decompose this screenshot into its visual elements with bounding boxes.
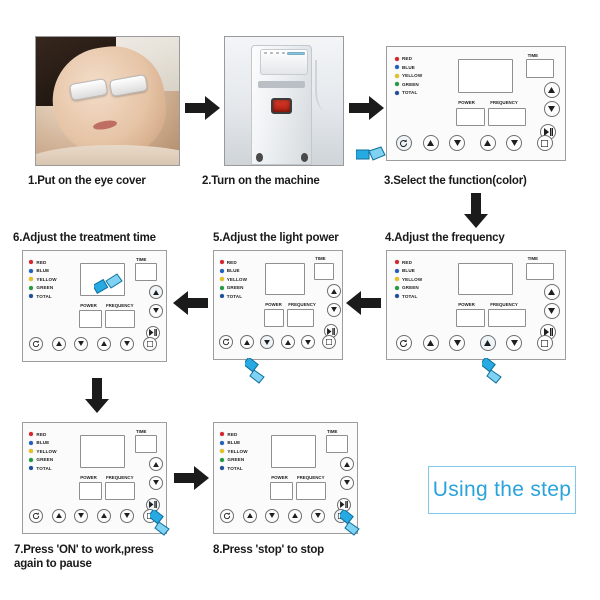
led-row-green [395, 82, 456, 87]
led-label-total: TOTAL [36, 465, 52, 471]
stop-button[interactable] [537, 335, 553, 351]
led-label-blue: BLUE [36, 268, 50, 274]
power-down-button[interactable] [74, 509, 88, 523]
led-dot-total [29, 466, 33, 470]
power-label: POWER [458, 100, 475, 106]
led-label-red: RED [36, 431, 47, 437]
frequency-display [287, 309, 314, 326]
led-row-total [220, 466, 269, 471]
stop-button[interactable] [143, 337, 157, 351]
using-the-step-label: Using the step [432, 478, 572, 501]
reset-button[interactable] [219, 335, 233, 349]
frequency-up-button[interactable] [480, 335, 496, 351]
step-7-panel [22, 422, 167, 534]
led-row-total [29, 294, 78, 299]
time-down-button[interactable] [149, 304, 163, 318]
power-down-button[interactable] [260, 335, 274, 349]
time-up-button[interactable] [544, 82, 560, 98]
led-dot-green [220, 458, 224, 462]
led-indicator-list [395, 260, 456, 303]
frequency-up-button[interactable] [97, 337, 111, 351]
led-row-total [395, 294, 456, 299]
frequency-down-button[interactable] [506, 135, 522, 151]
arrow-step1-to-step2 [185, 95, 221, 126]
machine-screen [287, 52, 305, 55]
led-label-yellow: YELLOW [227, 448, 248, 454]
step-5-panel [213, 250, 343, 360]
frequency-display [296, 482, 326, 500]
led-row-yellow [395, 277, 456, 282]
led-dot-blue [220, 269, 224, 273]
frequency-display [105, 310, 135, 328]
led-dot-blue [220, 441, 224, 445]
led-dot-red [220, 260, 224, 264]
led-dot-green [395, 286, 399, 290]
led-dot-blue [395, 269, 399, 273]
led-label-red: RED [402, 259, 412, 265]
power-up-button[interactable] [423, 135, 439, 151]
power-down-button[interactable] [449, 135, 465, 151]
main-display [271, 435, 315, 468]
time-label: TIME [135, 256, 147, 262]
led-label-yellow: YELLOW [36, 276, 57, 282]
led-dot-red [29, 260, 33, 264]
time-display [314, 263, 334, 280]
machine-cable [315, 60, 341, 111]
led-indicator-list [220, 260, 264, 303]
led-label-yellow: YELLOW [226, 276, 247, 282]
step-4-caption: 4.Adjust the frequency [385, 232, 505, 244]
led-dot-total [220, 466, 224, 470]
time-label: TIME [326, 428, 338, 434]
power-down-button[interactable] [265, 509, 279, 523]
machine-wheel-right [301, 153, 308, 161]
time-display [326, 435, 349, 453]
led-row-yellow [220, 449, 269, 454]
led-label-green: GREEN [36, 457, 54, 463]
led-row-green [395, 285, 456, 290]
led-label-blue: BLUE [227, 440, 241, 446]
step-8-caption: 8.Press 'stop' to stop [213, 544, 324, 556]
step-3-panel [386, 46, 566, 161]
reset-button[interactable] [396, 335, 412, 351]
reset-button[interactable] [29, 337, 43, 351]
frequency-up-button[interactable] [288, 509, 302, 523]
main-display [80, 435, 124, 468]
led-label-blue: BLUE [402, 64, 415, 70]
led-row-green [220, 457, 269, 462]
step-1-image [35, 36, 180, 166]
led-dot-yellow [395, 277, 399, 281]
led-label-total: TOTAL [226, 293, 243, 299]
led-row-red [29, 260, 78, 265]
step-8-pointer [340, 510, 370, 541]
led-indicator-list [29, 260, 78, 303]
main-display [458, 59, 513, 93]
led-row-yellow [29, 449, 78, 454]
led-dot-red [29, 432, 33, 436]
time-down-button[interactable] [149, 476, 163, 490]
led-row-total [29, 466, 78, 471]
machine-slot [258, 81, 305, 88]
reset-button[interactable] [220, 509, 234, 523]
led-indicator-list [395, 56, 456, 99]
led-label-green: GREEN [402, 81, 419, 87]
frequency-label: FREQUENCY [296, 474, 325, 480]
frequency-down-button[interactable] [506, 335, 522, 351]
led-label-red: RED [226, 259, 237, 265]
frequency-label: FREQUENCY [490, 100, 518, 106]
machine-control-head [260, 49, 307, 75]
time-up-button[interactable] [149, 457, 163, 471]
led-row-blue [395, 268, 456, 273]
led-label-yellow: YELLOW [36, 448, 57, 454]
led-label-blue: BLUE [402, 268, 415, 274]
frequency-label: FREQUENCY [288, 301, 316, 307]
led-dot-yellow [220, 277, 224, 281]
led-label-blue: BLUE [36, 440, 50, 446]
frequency-up-button[interactable] [480, 135, 496, 151]
time-display [526, 263, 554, 280]
frequency-display [488, 108, 525, 126]
main-display [458, 263, 513, 295]
step-7-pointer [150, 510, 180, 541]
led-row-green [220, 285, 264, 290]
stop-button[interactable] [322, 335, 336, 349]
frequency-display [105, 482, 135, 500]
time-display [135, 263, 158, 281]
led-dot-red [395, 57, 399, 61]
step-3-caption: 3.Select the function(color) [384, 175, 527, 187]
power-display [79, 310, 102, 328]
led-dot-total [220, 294, 224, 298]
led-label-yellow: YELLOW [402, 73, 423, 79]
power-up-button[interactable] [423, 335, 439, 351]
machine-body [251, 45, 312, 165]
led-row-yellow [29, 277, 78, 282]
led-label-total: TOTAL [402, 90, 418, 96]
led-dot-yellow [29, 449, 33, 453]
led-row-green [29, 285, 78, 290]
led-row-red [220, 432, 269, 437]
time-down-button[interactable] [340, 476, 354, 490]
led-dot-yellow [29, 277, 33, 281]
led-indicator-list [29, 432, 78, 475]
led-row-blue [395, 65, 456, 70]
led-row-yellow [395, 73, 456, 78]
time-up-button[interactable] [544, 284, 560, 300]
step-4-panel [386, 250, 566, 360]
led-dot-green [220, 286, 224, 290]
step-5-caption: 5.Adjust the light power [213, 232, 339, 244]
power-label: POWER [80, 302, 97, 308]
time-up-button[interactable] [149, 285, 163, 299]
arrow-step6-to-step7 [84, 378, 110, 419]
time-label: TIME [527, 256, 539, 262]
led-dot-green [395, 82, 399, 86]
step-2-caption: 2.Turn on the machine [202, 175, 320, 187]
time-label: TIME [315, 256, 326, 262]
led-dot-green [29, 286, 33, 290]
time-down-button[interactable] [544, 303, 560, 319]
reset-button[interactable] [29, 509, 43, 523]
led-row-yellow [220, 277, 264, 282]
led-dot-blue [29, 441, 33, 445]
frequency-display [488, 309, 525, 326]
frequency-up-button[interactable] [97, 509, 111, 523]
step-6-caption: 6.Adjust the treatment time [13, 232, 156, 244]
frequency-down-button[interactable] [301, 335, 315, 349]
led-label-green: GREEN [36, 285, 54, 291]
led-dot-blue [395, 65, 399, 69]
using-the-step-box [428, 466, 576, 514]
led-indicator-list [220, 432, 269, 475]
arrow-step2-to-step3 [349, 95, 385, 126]
power-label: POWER [80, 474, 97, 480]
power-label: POWER [265, 301, 282, 307]
frequency-label: FREQUENCY [490, 301, 518, 307]
step-7-caption: 7.Press 'ON' to work,press again to pause [14, 544, 154, 571]
led-label-red: RED [227, 431, 238, 437]
time-up-button[interactable] [340, 457, 354, 471]
led-row-green [29, 457, 78, 462]
step-2-image [224, 36, 344, 166]
time-label: TIME [527, 52, 539, 58]
led-row-blue [29, 440, 78, 445]
led-row-red [220, 260, 264, 265]
led-label-yellow: YELLOW [402, 276, 423, 282]
power-display [456, 309, 484, 326]
machine-wheel-left [256, 153, 263, 161]
led-label-total: TOTAL [402, 293, 418, 299]
power-label: POWER [458, 301, 475, 307]
power-display [456, 108, 484, 126]
power-label: POWER [271, 474, 288, 480]
power-up-button[interactable] [52, 337, 66, 351]
step-3-pointer [356, 144, 390, 171]
led-label-red: RED [36, 259, 47, 265]
led-label-green: GREEN [226, 285, 244, 291]
arrow-step4-to-step5 [345, 290, 381, 321]
power-down-button[interactable] [74, 337, 88, 351]
led-dot-blue [29, 269, 33, 273]
power-display [270, 482, 293, 500]
led-dot-total [395, 294, 399, 298]
led-label-total: TOTAL [36, 293, 52, 299]
power-display [264, 309, 284, 326]
frequency-down-button[interactable] [120, 337, 134, 351]
step-8-panel [213, 422, 358, 534]
power-display [79, 482, 102, 500]
led-dot-red [395, 260, 399, 264]
led-dot-red [220, 432, 224, 436]
time-up-button[interactable] [327, 284, 341, 298]
machine-power-switch[interactable] [271, 98, 292, 115]
led-label-total: TOTAL [227, 465, 243, 471]
led-row-blue [220, 268, 264, 273]
led-row-total [395, 90, 456, 95]
power-up-button[interactable] [240, 335, 254, 349]
power-up-button[interactable] [243, 509, 257, 523]
time-label: TIME [135, 428, 147, 434]
led-row-total [220, 294, 264, 299]
frequency-up-button[interactable] [281, 335, 295, 349]
machine-button-row [264, 52, 285, 53]
time-display [135, 435, 158, 453]
step-4-pointer [482, 358, 512, 389]
led-label-red: RED [402, 56, 412, 62]
frequency-down-button[interactable] [120, 509, 134, 523]
time-display [526, 59, 554, 77]
led-label-green: GREEN [227, 457, 245, 463]
led-dot-green [29, 458, 33, 462]
step-5-pointer [245, 358, 275, 389]
arrow-step3-to-step4 [463, 193, 489, 234]
led-label-blue: BLUE [226, 268, 240, 274]
power-up-button[interactable] [52, 509, 66, 523]
frequency-down-button[interactable] [311, 509, 325, 523]
step-1-caption: 1.Put on the eye cover [28, 175, 146, 187]
step-6-pointer [94, 272, 126, 301]
step-6-panel [22, 250, 167, 362]
led-row-red [29, 432, 78, 437]
reset-button[interactable] [396, 135, 412, 151]
time-down-button[interactable] [544, 101, 560, 117]
led-dot-yellow [395, 74, 399, 78]
led-label-green: GREEN [402, 285, 419, 291]
led-row-blue [29, 268, 78, 273]
led-row-blue [220, 440, 269, 445]
main-display [265, 263, 305, 295]
time-down-button[interactable] [327, 303, 341, 317]
arrow-step5-to-step6 [172, 290, 208, 321]
led-dot-yellow [220, 449, 224, 453]
led-row-red [395, 56, 456, 61]
led-row-red [395, 260, 456, 265]
power-down-button[interactable] [449, 335, 465, 351]
led-dot-total [395, 91, 399, 95]
frequency-label: FREQUENCY [105, 474, 134, 480]
stop-button[interactable] [537, 135, 553, 151]
arrow-step7-to-step8 [174, 465, 210, 496]
frequency-label: FREQUENCY [105, 302, 134, 308]
led-dot-total [29, 294, 33, 298]
